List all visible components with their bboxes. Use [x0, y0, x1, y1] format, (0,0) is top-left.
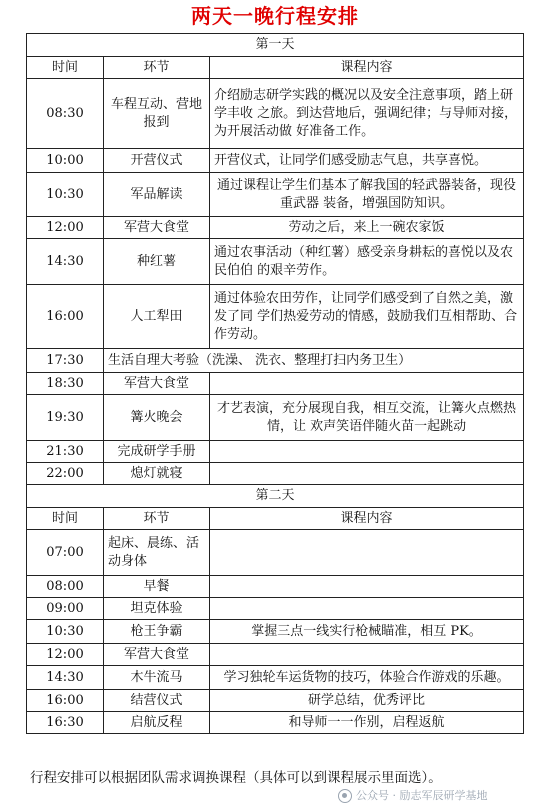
header-time: 时间	[27, 508, 104, 530]
row-content	[210, 576, 524, 598]
day1-label: 第一天	[27, 34, 524, 57]
row-time: 07:00	[27, 530, 104, 576]
table-row	[27, 173, 524, 217]
row-segment: 军营大食堂	[104, 644, 210, 666]
row-content: 研学总结，优秀评比	[210, 690, 524, 712]
table-row	[27, 149, 524, 173]
table-row	[27, 373, 524, 395]
row-time: 09:00	[27, 598, 104, 620]
table-row	[27, 349, 524, 373]
row-content	[210, 530, 524, 576]
row-time: 18:30	[27, 373, 104, 395]
table-row	[27, 530, 524, 576]
table-row	[27, 285, 524, 349]
watermark-text: 公众号 · 励志军辰研学基地	[356, 789, 488, 802]
row-content	[210, 598, 524, 620]
schedule-table-wrap	[26, 33, 523, 734]
header-content: 课程内容	[210, 508, 524, 530]
table-row	[27, 463, 524, 485]
row-segment: 起床、晨练、活动身体	[104, 530, 210, 576]
wechat-account-icon	[338, 789, 352, 803]
row-time: 12:00	[27, 217, 104, 239]
row-content: 介绍励志研学实践的概况以及安全注意事项，踏上研学丰收 之旅。到达营地后，强调纪律；与导师对接，为开展活动做 好准备工作。	[210, 79, 524, 149]
row-segment: 坦克体验	[104, 598, 210, 620]
row-time: 21:30	[27, 441, 104, 463]
table-row	[27, 239, 524, 285]
footer-note: 行程安排可以根据团队需求调换课程（具体可以到课程展示里面选）。	[30, 770, 442, 786]
day-header-row	[27, 34, 524, 57]
row-content: 通过农事活动（种红薯）感受亲身耕耘的喜悦以及农民伯伯 的艰辛劳作。	[210, 239, 524, 285]
row-time: 12:00	[27, 644, 104, 666]
row-segment: 结营仪式	[104, 690, 210, 712]
column-header-row	[27, 508, 524, 530]
column-header-row	[27, 57, 524, 79]
row-segment: 军品解读	[104, 173, 210, 217]
row-segment: 军营大食堂	[104, 217, 210, 239]
row-time: 14:30	[27, 666, 104, 690]
row-segment: 启航反程	[104, 712, 210, 734]
schedule-table	[26, 33, 524, 734]
table-row	[27, 441, 524, 463]
row-time: 14:30	[27, 239, 104, 285]
row-content: 通过课程让学生们基本了解我国的轻武器装备，现役重武器 装备，增强国防知识。	[210, 173, 524, 217]
row-time: 22:00	[27, 463, 104, 485]
row-time: 16:30	[27, 712, 104, 734]
table-row	[27, 666, 524, 690]
row-segment: 篝火晚会	[104, 395, 210, 441]
row-content: 通过体验农田劳作，让同学们感受到了自然之美，激发了同 学们热爱劳动的情感，鼓励我们互相帮助、合作劳动。	[210, 285, 524, 349]
row-content: 开营仪式，让同学们感受励志气息，共享喜悦。	[210, 149, 524, 173]
table-row	[27, 395, 524, 441]
row-content: 劳动之后，来上一碗农家饭	[210, 217, 524, 239]
row-content: 掌握三点一线实行枪械瞄准，相互 PK。	[210, 620, 524, 644]
header-segment: 环节	[104, 57, 210, 79]
row-time: 08:00	[27, 576, 104, 598]
row-segment: 熄灯就寝	[104, 463, 210, 485]
row-time: 10:30	[27, 620, 104, 644]
watermark	[338, 786, 543, 806]
header-content: 课程内容	[210, 57, 524, 79]
row-time: 08:30	[27, 79, 104, 149]
row-segment: 完成研学手册	[104, 441, 210, 463]
page-title: 两天一晚行程安排	[191, 4, 359, 28]
table-row	[27, 644, 524, 666]
row-time: 16:00	[27, 690, 104, 712]
row-segment: 木牛流马	[104, 666, 210, 690]
table-row	[27, 79, 524, 149]
row-time: 16:00	[27, 285, 104, 349]
row-segment: 开营仪式	[104, 149, 210, 173]
row-content	[210, 373, 524, 395]
table-row	[27, 217, 524, 239]
row-segment: 枪王争霸	[104, 620, 210, 644]
table-row	[27, 576, 524, 598]
row-content	[210, 463, 524, 485]
row-segment-wide: 生活自理大考验（洗澡、 洗衣、整理打扫内务卫生）	[104, 349, 524, 373]
table-row	[27, 690, 524, 712]
table-row	[27, 620, 524, 644]
row-time: 10:30	[27, 173, 104, 217]
header-time: 时间	[27, 57, 104, 79]
header-segment: 环节	[104, 508, 210, 530]
row-content	[210, 644, 524, 666]
row-segment: 种红薯	[104, 239, 210, 285]
day2-label: 第二天	[27, 485, 524, 508]
table-row	[27, 712, 524, 734]
row-segment: 军营大食堂	[104, 373, 210, 395]
row-content: 才艺表演，充分展现自我，相互交流，让篝火点燃热情，让 欢声笑语伴随火苗一起跳动	[210, 395, 524, 441]
day-header-row	[27, 485, 524, 508]
row-time: 17:30	[27, 349, 104, 373]
row-segment: 人工犁田	[104, 285, 210, 349]
row-segment: 早餐	[104, 576, 210, 598]
row-content	[210, 441, 524, 463]
row-segment: 车程互动、营地报到	[104, 79, 210, 149]
row-time: 19:30	[27, 395, 104, 441]
table-row	[27, 598, 524, 620]
row-content: 学习独轮车运货物的技巧，体验合作游戏的乐趣。	[210, 666, 524, 690]
row-time: 10:00	[27, 149, 104, 173]
row-content: 和导师一一作别，启程返航	[210, 712, 524, 734]
